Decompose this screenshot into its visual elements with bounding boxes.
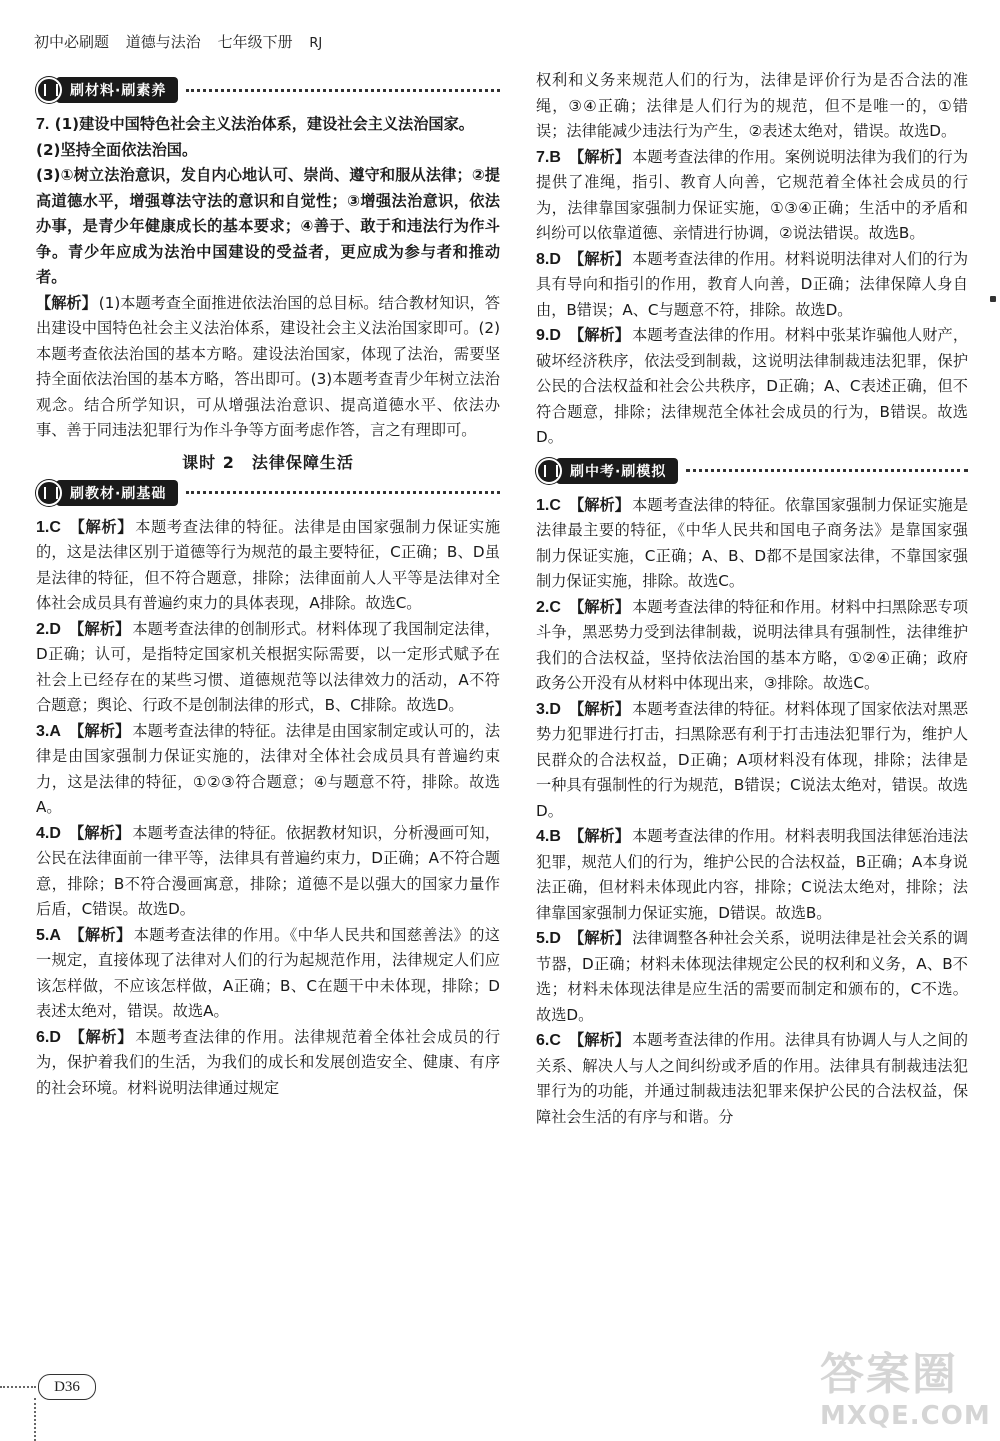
question-number: 7. [536,148,550,166]
header-book: 初中必刷题 [34,33,110,51]
analysis-tag: 【解析】 [568,1031,631,1049]
question-number: 5. [36,926,50,944]
question-number: 6. [36,1028,50,1046]
watermark-text: 答案圈 [820,1349,958,1400]
question-number: 2. [536,598,550,616]
question-number: 2. [36,620,50,638]
answer-choice: D [49,824,61,842]
answer-item [536,697,968,825]
header-edition: RJ [309,36,323,51]
analysis-tag: 【解析】 [68,517,134,536]
answer-choice: D [549,250,561,268]
page-corner-dots [0,1386,36,1388]
analysis-tag: 【解析】 [68,721,131,740]
analysis-text: 本题考查法律的作用。材料说明法律对人们的行为具有导向和指引的作用，教育人向善，D正确；法律保障人身自由，B错误；A、C与题意不符，排除。故选D。 [536,249,969,319]
analysis-tag: 【解析】 [568,326,631,344]
banner-divider [686,469,968,472]
question-number: 1. [536,496,550,514]
section-banner-material [36,76,500,104]
question-number: 4. [536,828,550,845]
answer-item [36,515,500,617]
page-number: D36 [38,1374,96,1400]
watermark-url: MXQE.COM [820,1401,991,1431]
header-grade: 七年级下册 [217,33,293,51]
analysis-text: 本题考查法律的作用。材料中张某诈骗他人财产，破坏经济秩序，依法受到制裁，这说明法律制裁违法犯罪，保护公民的合法权益和社会公共秩序，D正确；A、C表述正确，但不符合题意，排除；法律规范全体社会成员的行为，B错误。故选D。 [536,326,969,446]
book-icon [536,458,562,484]
analysis-tag: 【解析】 [68,823,131,842]
question-number: 4. [36,824,50,842]
analysis-tag: 【解析】 [36,293,97,312]
analysis-text: 本题考查法律的特征。法律是由国家强制力保证实施的，这是法律区别于道德等行为规范的最主要特征，C正确；B、D虽是法律的特征，但不符合题意，排除；法律面前人人平等是法律对全体社会成员具有普遍约束力的具体表现，A排除。故选C。 [36,517,501,612]
question-number: 3. [36,722,50,740]
answer-list-basic-cont [536,145,968,451]
answer-item [36,923,500,1025]
answer-choice: D [549,700,561,718]
right-column [536,68,968,1130]
question-number: 7. [36,116,50,133]
answer-choice: A [49,926,61,944]
answer-choice: C [549,496,561,514]
analysis-text: 本题考查法律的特征。依据教材知识，分析漫画可知，公民在法律面前一律平等，法律具有普遍约束力，D正确；A不符合题意，排除；B不符合漫画寓意，排除；道德不是以强大的国家力量作后盾，C错误。故选D。 [36,823,501,918]
answer-item [536,595,968,697]
answer-list-basic [36,515,500,1102]
analysis-text: 本题考查法律的作用。材料表明我国法律惩治违法犯罪，规范人们的行为，维护公民的合法权益，B正确；A本身说法正确，但材料未体现此内容，排除；C说法太绝对，排除；法律靠国家强制力保证实施，D错误。故选B。 [536,827,969,922]
analysis-text: 本题考查法律的作用。法律具有协调人与人之间的关系、解决人与人之间纠纷或矛盾的作用。法律具有制裁违法犯罪行为的功能，并通过制裁违法犯罪来保护公民的合法权益，保障社会生活的有序与和谐。分 [536,1031,969,1126]
answer-item [536,247,968,324]
analysis-text: 本题考查法律的特征。法律是由国家制定或认可的，法律是由国家强制力保证实施的，法律对全体社会成员具有普遍约束力，这是法律的特征，①②③符合题意；④与题意不符，排除。故选A。 [36,721,501,816]
section-banner-exam [536,457,968,485]
lesson-title: 课时 2 法律保障生活 [182,452,354,472]
answer-choice: C [549,598,561,616]
page-corner-dots [34,1398,36,1441]
answer-part-1: (1)建设中国特色社会主义法治体系，建设社会主义法治国家。 [54,115,474,133]
left-column [36,70,500,1101]
analysis-text: 本题考查法律的特征和作用。材料中扫黑除恶专项斗争，黑恶势力受到法律制裁，说明法律具有强制性，法律维护我们的合法权益，坚持依法治国的基本方略，①②④正确；政府政务公开没有从材料中体现出来，③排除。故选C。 [536,597,969,692]
answer-choice: A [49,722,61,740]
analysis-tag: 【解析】 [568,597,631,616]
answer-item [536,493,968,595]
answer-choice: B [549,828,561,845]
header-subject: 道德与法治 [125,33,201,51]
answer-item [536,1028,968,1130]
answer-choice: C [49,518,61,536]
question-number: 6. [536,1032,550,1049]
question-number: 5. [536,930,550,947]
analysis-tag: 【解析】 [568,699,631,718]
answer-item [536,145,968,247]
answer-choice: C [549,1032,561,1049]
continuation-text: 权利和义务来规范人们的行为，法律是评价行为是否合法的准绳，③④正确；法律是人们行为的规范，但不是唯一的，①错误；法律能减少违法行为产生，②表述太绝对，错误。故选D。 [536,71,968,140]
analysis-tag: 【解析】 [568,929,631,947]
answer-part-3: (3)①树立法治意识，发自内心地认可、崇尚、遵守和服从法律；②提高道德水平，增强尊法守法的意识和自觉性；③增强法治意识，依法办事，是青少年健康成长的基本要求；④善于、敢于和违法行为作斗争。青少年应成为法治中国建设的受益者，更应成为参与者和推动者。 [36,166,500,286]
banner-label: 刷材料·刷素养 [56,77,178,103]
question-number: 9. [536,327,550,344]
analysis-tag: 【解析】 [68,925,132,944]
book-icon [36,480,62,506]
watermark-logo [820,1350,1000,1440]
analysis-text: (1)本题考查全面推进依法治国的总目标。结合教材知识，答出建设中国特色社会主义法治体系，建设社会主义法治国家即可。(2)本题考查依法治国的基本方略。建设法治国家，体现了法治，需要坚持全面依法治国的基本方略，答出即可。(3)本题考查青少年树立法治观念。结合所学知识，可从增强法治意识、提高道德水平、依法办事、善于同违法犯罪行为作斗争等方面考虑作答，言之有理即可。 [36,293,501,439]
answer-item [536,926,968,1028]
analysis-tag: 【解析】 [568,147,631,166]
analysis-tag: 【解析】 [568,495,631,514]
banner-divider [186,491,500,494]
analysis-text: 本题考查法律的作用。案例说明法律为我们的行为提供了准绳，指引、教育人向善，它规范着全体社会成员的行为，法律靠国家强制力保证实施，①③④正确；生活中的矛盾和纠纷可以依靠道德、亲情进行协调，②说法错误。故选B。 [536,147,969,242]
answer-choice: B [549,148,561,166]
answer-list-exam [536,493,968,1131]
analysis-text: 本题考查法律的作用。《中华人民共和国慈善法》的这一规定，直接体现了法律对人们的行为起规范作用，法律规定人们应该怎样做，不应该怎样做，A正确；B、C在题干中未体现，排除；D表述太绝对，错误。故选A。 [36,925,500,1020]
answer-choice: D [549,327,561,344]
answer-item [36,821,500,923]
question-number: 3. [536,700,550,718]
page-header [34,30,494,54]
banner-divider [186,89,500,92]
analysis-text: 本题考查法律的创制形式。材料体现了我国制定法律，D正确；认可，是指特定国家机关根据实际需要，以一定形式赋予在社会上已经存在的某些习惯、道德规范等以法律效力的活动，A不符合题意；舆论、行政不是创制法律的形式，B、C排除。故选D。 [36,619,501,714]
analysis-tag: 【解析】 [68,1027,134,1046]
question-7 [36,112,500,444]
banner-label: 刷教材·刷基础 [56,480,178,506]
answer-item [36,617,500,719]
book-icon [36,77,62,103]
analysis-tag: 【解析】 [568,249,631,268]
answer-item [36,1025,500,1102]
analysis-text: 法律调整各种社会关系，说明法律是社会关系的调节器，D正确；材料未体现法律规定公民的权利和义务，A、B不选；材料未体现法律是应生活的需要而制定和颁布的，C不选。故选D。 [536,929,969,1024]
analysis-tag: 【解析】 [568,827,631,845]
answer-item [536,323,968,451]
question-number: 1. [36,518,50,536]
answer-item [536,824,968,926]
answer-choice: D [49,1028,61,1046]
analysis-text: 本题考查法律的特征。依靠国家强制力保证实施是法律最主要的特征，《中华人民共和国电子商务法》是靠国家强制力保证实施，C正确；A、B、D都不是国家法律，不靠国家强制力保证实施，排除。故选C。 [536,495,969,590]
answer-choice: D [49,620,61,638]
question-number: 8. [536,250,550,268]
banner-label: 刷中考·刷模拟 [556,458,678,484]
answer-part-2: (2)坚持全面依法治国。 [36,140,198,159]
answer-item [36,719,500,821]
analysis-tag: 【解析】 [68,619,131,638]
analysis-text: 本题考查法律的特征。材料体现了国家依法对黑恶势力犯罪进行打击，扫黑除恶有利于打击违法犯罪行为，维护人民群众的合法权益，D正确；A项材料没有体现，排除；法律是一种具有强制性的行为规范，B错误；C说法太绝对，错误。故选D。 [536,699,969,820]
margin-mark [990,296,996,302]
analysis-text: 本题考查法律的作用。法律规范着全体社会成员的行为，保护着我们的生活，为我们的成长和发展创造安全、健康、有序的社会环境。材料说明法律通过规定 [36,1027,501,1097]
section-banner-textbook [36,479,500,507]
answer-choice: D [549,930,561,947]
